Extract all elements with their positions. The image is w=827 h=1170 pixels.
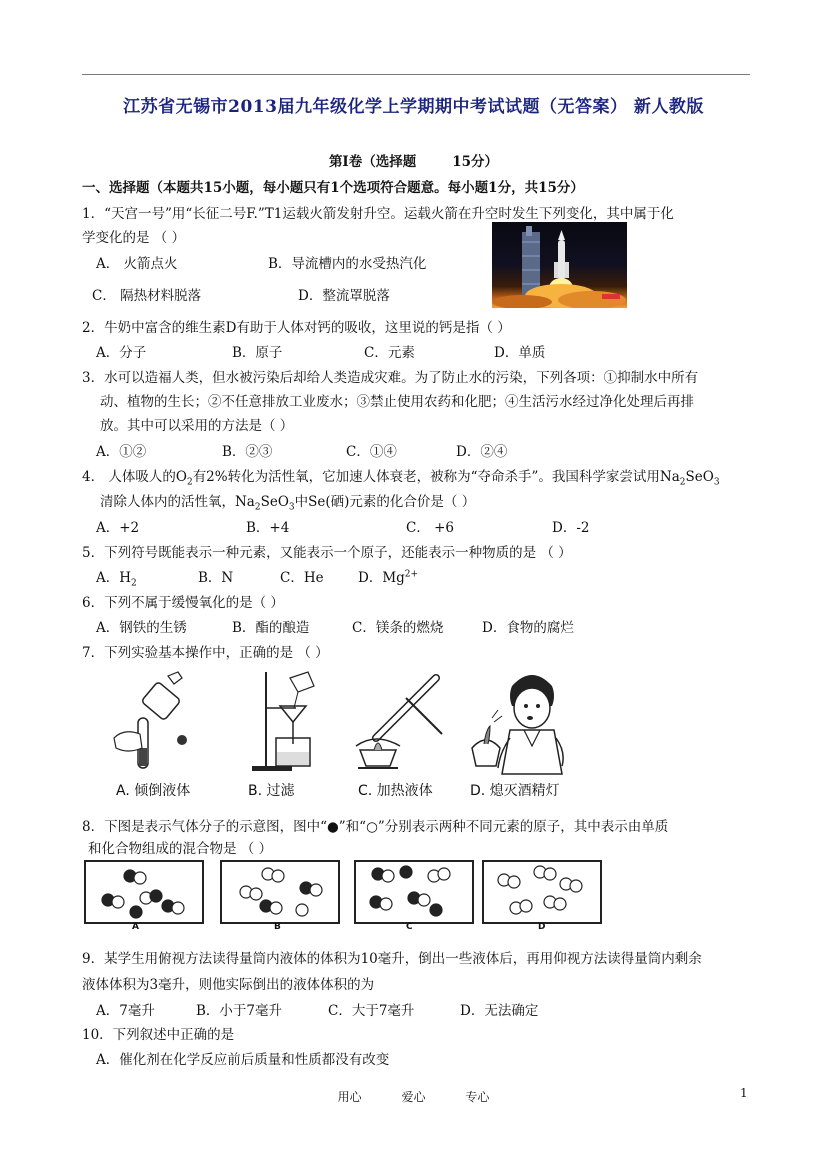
q4-option-a: A．+2 [96,520,140,536]
q4-line2 [100,490,475,513]
q10-stem: 10．下列叙述中正确的是 [82,1027,235,1043]
footer-word: 用心 [337,1090,362,1104]
q3-option-d: D．②④ [456,444,508,460]
section-heading [0,150,827,170]
q8-line2: 和化合物组成的混合物是 （ ） [88,841,273,857]
q3-option-b: B．②③ [222,444,273,460]
q4-subscript: 2 [186,477,193,488]
q7-option-d: D. 熄灭酒精灯 [470,783,560,799]
q3-line2: 动、植物的生长；②不任意排放工业废水；③禁止使用农药和化肥；④生活污水经过净化处理后再排 [100,394,694,410]
q5-option-a-text: A．H [96,570,132,586]
q4-option-d: D．-2 [552,520,590,536]
molecule-box-c [354,860,474,924]
molecule-label-a: A [132,922,139,932]
q7-option-b: B. 过滤 [248,783,295,799]
q4-text: 4． 人体吸人的O [82,469,187,485]
q2-option-d: D．单质 [494,345,546,361]
q9-option-b: B．小于7毫升 [196,1003,283,1019]
q9-option-a: A．7毫升 [96,1003,155,1019]
q3-option-c: C．①④ [346,444,397,460]
pour-liquid-figure [108,668,198,778]
q6-stem: 6．下列不属于缓慢氧化的是（ ） [82,595,284,611]
q4-text: 清除人体内的活性氧，Na [100,494,255,510]
q4-text: SeO [260,494,289,510]
q7-option-a: A. 倾倒液体 [116,783,191,799]
page-number: 1 [740,1086,748,1100]
q4-option-c: C． +6 [406,520,455,536]
q1-line2: 学变化的是 （ ） [82,230,186,246]
q5-option-d-text: D．Mg [358,570,405,586]
rocket-launch-illustration [492,222,627,308]
q5-option-a-subscript: 2 [131,578,137,589]
molecule-box-d [482,860,602,924]
q5-option-a [96,566,137,589]
q5-option-d [358,566,418,586]
molecule-diagram-a [86,862,202,922]
q4-subscript: 2 [679,477,686,488]
molecule-label-c: C [406,922,413,932]
q2-option-c: C．元素 [364,345,415,361]
section-score: 15分） [452,154,499,170]
section-label: 第Ⅰ卷（选择题 [328,154,417,170]
q3-line1: 3．水可以造福人类，但水被污染后却给人类造成灾难。为了防止水的污染，下列各项：①抑制水中所有 [82,370,699,386]
q6-option-d: D．食物的腐烂 [482,620,574,636]
boy-blowing-lamp-figure [466,668,586,778]
q4-text: SeO [685,469,714,485]
q9-line2: 液体体积为3毫升，则他实际倒出的液体体积的为 [82,977,375,993]
q2-stem: 2．牛奶中富含的维生素D有助于人体对钙的吸收，这里说的钙是指（ ） [82,320,511,336]
page-title: 江苏省无锡市2013届九年级化学上学期期中考试试题（无答案） 新人教版 [123,97,704,117]
molecule-label-d: D [538,922,546,932]
part1-heading: 一、选择题（本题共15小题，每小题只有1个选项符合题意。每小题1分，共15分） [82,180,584,196]
q4-text: 有2%转化为活性氧，它加速人体衰老，被称为“夺命杀手”。我国科学家尝试用Na [192,469,680,485]
q6-option-a: A．钢铁的生锈 [96,620,187,636]
filtration-figure [238,668,338,778]
q2-option-a: A．分子 [96,345,147,361]
q5-option-d-superscript: 2+ [404,569,419,580]
q8-molecule-boxes [84,860,584,934]
q7-figure-row [108,668,588,808]
q7-stem: 7．下列实验基本操作中，正确的是 （ ） [82,645,329,661]
q1-line1: 1．“天宫一号”用“长征二号F.”T1运载火箭发射升空。运载火箭在升空时发生下列变化，其中属于化 [82,206,674,222]
molecule-diagram-b [222,862,338,922]
q4-subscript: 3 [288,502,295,513]
q9-line1: 9．某学生用俯视方法读得量筒内液体的体积为10毫升，倒出一些液体后，再用仰视方法读得量筒内剩余 [82,951,702,967]
heating-liquid-figure [346,668,456,778]
rocket-launch-photo [492,222,627,308]
q4-subscript: 2 [254,502,261,513]
molecule-diagram-c [356,862,472,922]
molecule-label-b: B [274,922,281,932]
molecule-box-b [220,860,340,924]
q9-option-d: D．无法确定 [460,1003,539,1019]
footer-word: 专心 [465,1090,490,1104]
q8-line1: 8．下图是表示气体分子的示意图，图中“●”和“○”分别表示两种不同元素的原子，其中表示由单质 [82,819,669,835]
q5-stem: 5．下列符号既能表示一种元素，又能表示一个原子，还能表示一种物质的是 （ ） [82,545,572,561]
q10-option-a: A．催化剂在化学反应前后质量和性质都没有改变 [96,1052,390,1068]
q3-option-a: A．①② [96,444,147,460]
q1-option-c: C． 隔热材料脱落 [92,288,202,304]
q4-text: 中Se(硒)元素的化合价是（ ） [294,494,476,510]
q4-line1 [82,465,720,488]
footer-word: 爱心 [401,1090,426,1104]
header-rule [82,74,750,75]
q6-option-c: C．镁条的燃烧 [352,620,444,636]
q1-option-a: A． 火箭点火 [96,256,178,272]
q5-option-c: C．He [280,570,324,586]
q1-option-d: D．整流罩脱落 [298,288,390,304]
q9-option-c: C．大于7毫升 [328,1003,415,1019]
molecule-diagram-d [484,862,600,922]
q4-subscript: 3 [713,477,720,488]
q7-option-c: C. 加热液体 [358,783,433,799]
q2-option-b: B．原子 [232,345,283,361]
q4-option-b: B．+4 [246,520,290,536]
q5-option-b: B．N [198,570,234,586]
q6-option-b: B．酯的酿造 [232,620,310,636]
molecule-box-a [84,860,204,924]
q3-line3: 放。其中可以采用的方法是（ ） [100,418,294,434]
page-footer [0,1088,827,1105]
q1-option-b: B．导流槽内的水受热汽化 [268,256,427,272]
